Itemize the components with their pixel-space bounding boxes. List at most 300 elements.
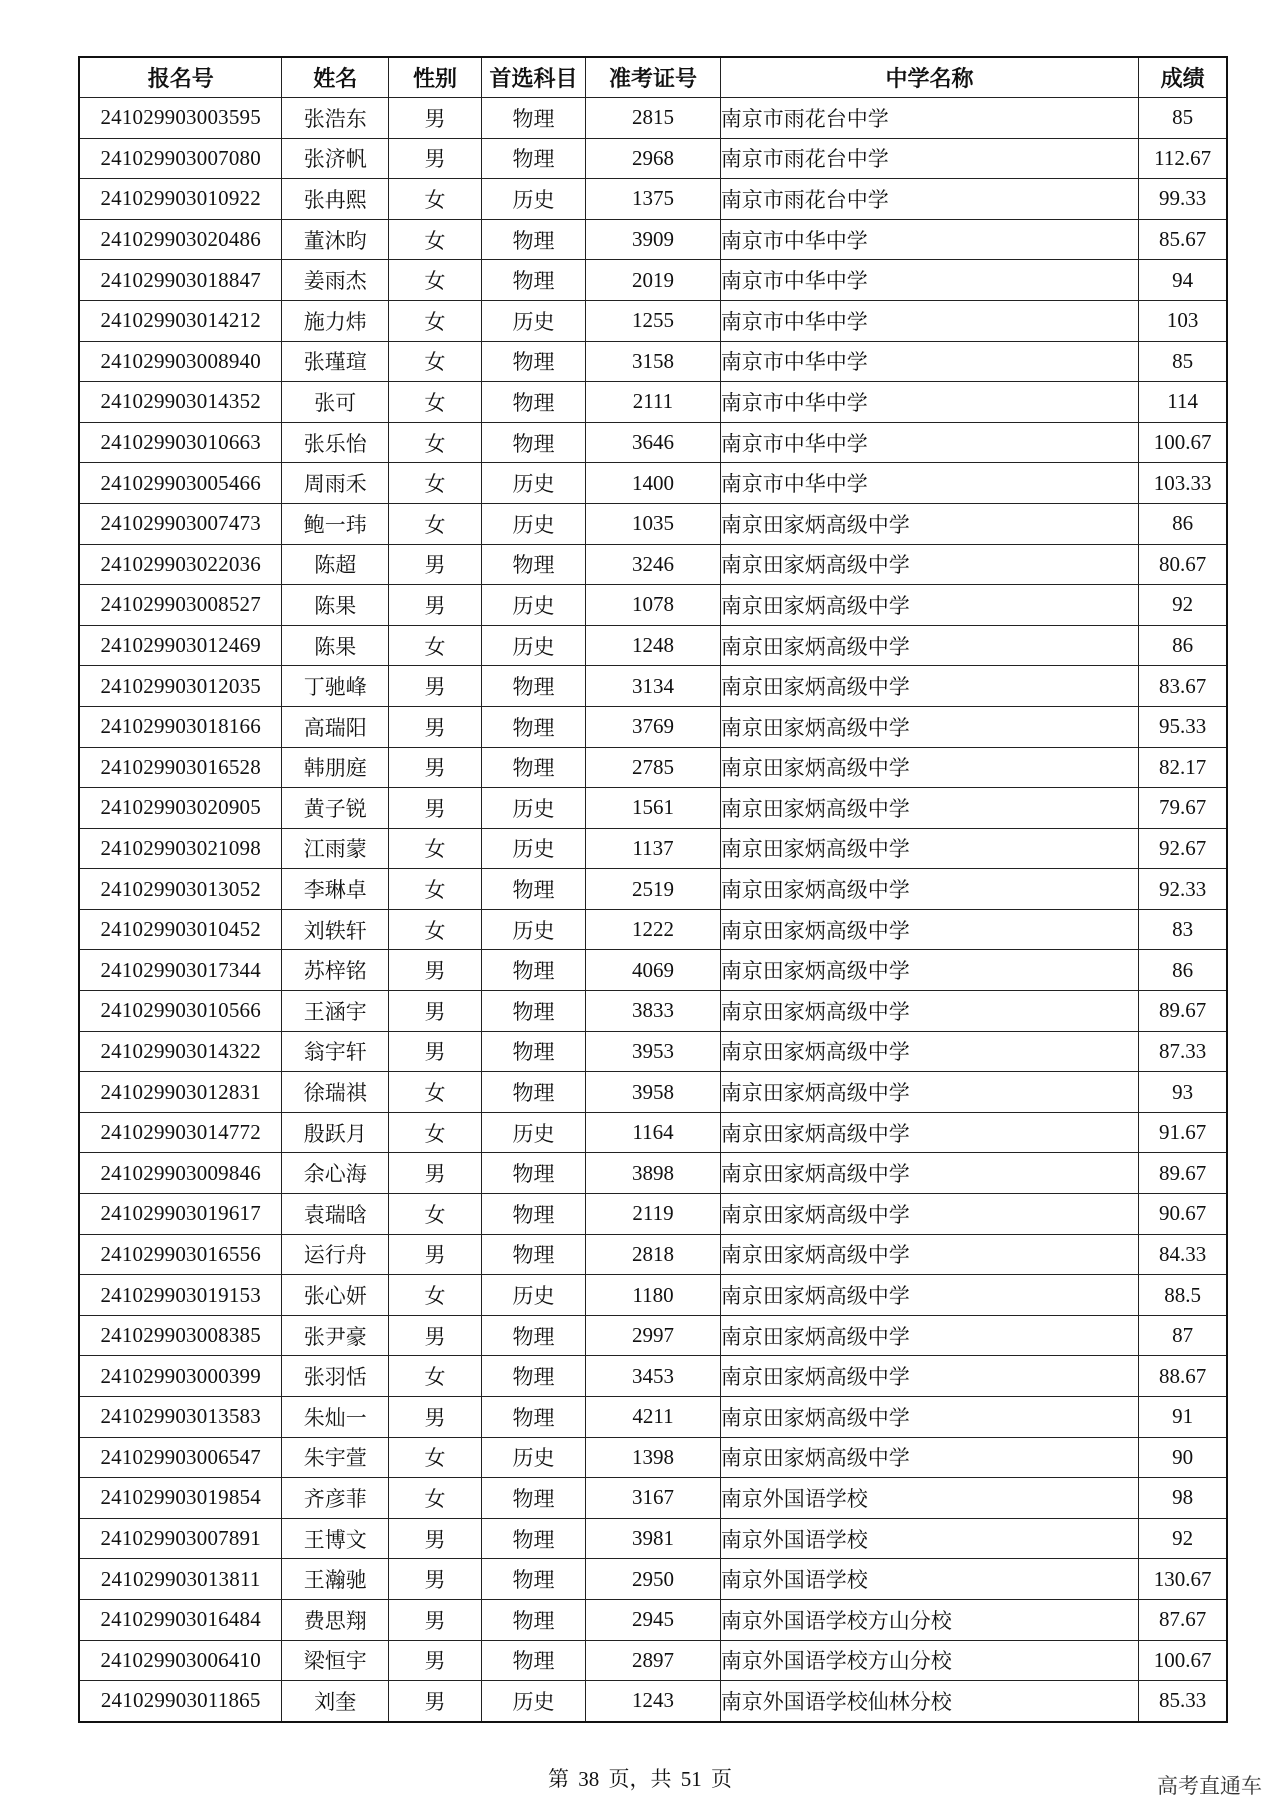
- cell-name: 余心海: [282, 1153, 389, 1194]
- cell-subject: 物理: [481, 219, 585, 260]
- cell-school: 南京田家炳高级中学: [720, 828, 1139, 869]
- cell-name: 王瀚驰: [282, 1559, 389, 1600]
- cell-exam-number: 1078: [586, 585, 721, 626]
- cell-gender: 男: [389, 138, 482, 179]
- cell-registration-id: 241029903013583: [79, 1397, 282, 1438]
- cell-gender: 女: [389, 260, 482, 301]
- table-row: [79, 1153, 1227, 1194]
- cell-name: 王涵宇: [282, 991, 389, 1032]
- cell-registration-id: 241029903013052: [79, 869, 282, 910]
- cell-subject: 物理: [481, 1153, 585, 1194]
- cell-exam-number: 3898: [586, 1153, 721, 1194]
- cell-gender: 女: [389, 1478, 482, 1519]
- cell-score: 99.33: [1139, 179, 1227, 220]
- footer-middle: 页，共: [608, 1767, 672, 1791]
- cell-name: 陈果: [282, 625, 389, 666]
- cell-score: 100.67: [1139, 422, 1227, 463]
- cell-registration-id: 241029903022036: [79, 544, 282, 585]
- cell-school: 南京外国语学校仙林分校: [720, 1681, 1139, 1722]
- cell-school: 南京田家炳高级中学: [720, 585, 1139, 626]
- cell-exam-number: 1243: [586, 1681, 721, 1722]
- cell-score: 89.67: [1139, 991, 1227, 1032]
- cell-registration-id: 241029903020486: [79, 219, 282, 260]
- cell-score: 92: [1139, 585, 1227, 626]
- cell-score: 79.67: [1139, 788, 1227, 829]
- table-row: [79, 503, 1227, 544]
- cell-subject: 物理: [481, 666, 585, 707]
- header-score: 成绩: [1139, 57, 1227, 98]
- cell-school: 南京田家炳高级中学: [720, 1356, 1139, 1397]
- cell-exam-number: 1180: [586, 1275, 721, 1316]
- cell-school: 南京田家炳高级中学: [720, 1153, 1139, 1194]
- cell-name: 董沐昀: [282, 219, 389, 260]
- cell-registration-id: 241029903007080: [79, 138, 282, 179]
- cell-gender: 女: [389, 869, 482, 910]
- cell-registration-id: 241029903016556: [79, 1234, 282, 1275]
- cell-name: 袁瑞晗: [282, 1194, 389, 1235]
- table-row: [79, 1599, 1227, 1640]
- cell-registration-id: 241029903018166: [79, 706, 282, 747]
- cell-exam-number: 1255: [586, 300, 721, 341]
- cell-gender: 女: [389, 503, 482, 544]
- cell-gender: 男: [389, 706, 482, 747]
- cell-score: 90: [1139, 1437, 1227, 1478]
- cell-gender: 男: [389, 1315, 482, 1356]
- table-row: [79, 179, 1227, 220]
- table-row: [79, 909, 1227, 950]
- cell-school: 南京田家炳高级中学: [720, 1397, 1139, 1438]
- cell-subject: 物理: [481, 1640, 585, 1681]
- cell-subject: 物理: [481, 869, 585, 910]
- cell-exam-number: 1035: [586, 503, 721, 544]
- cell-gender: 女: [389, 1112, 482, 1153]
- cell-subject: 物理: [481, 1234, 585, 1275]
- cell-registration-id: 241029903003595: [79, 98, 282, 139]
- cell-score: 91: [1139, 1397, 1227, 1438]
- cell-school: 南京市中华中学: [720, 422, 1139, 463]
- cell-registration-id: 241029903006410: [79, 1640, 282, 1681]
- cell-name: 徐瑞祺: [282, 1072, 389, 1113]
- cell-name: 张瑾瑄: [282, 341, 389, 382]
- cell-score: 95.33: [1139, 706, 1227, 747]
- cell-gender: 女: [389, 179, 482, 220]
- cell-gender: 男: [389, 666, 482, 707]
- footer-page-number: 38: [578, 1767, 600, 1791]
- table-row: [79, 422, 1227, 463]
- cell-subject: 物理: [481, 706, 585, 747]
- cell-registration-id: 241029903006547: [79, 1437, 282, 1478]
- table-row: [79, 1031, 1227, 1072]
- cell-school: 南京外国语学校方山分校: [720, 1599, 1139, 1640]
- cell-subject: 物理: [481, 1194, 585, 1235]
- cell-gender: 男: [389, 1559, 482, 1600]
- cell-subject: 历史: [481, 179, 585, 220]
- table-row: [79, 1112, 1227, 1153]
- cell-subject: 物理: [481, 544, 585, 585]
- footer-prefix: 第: [548, 1767, 569, 1791]
- cell-name: 翁宇轩: [282, 1031, 389, 1072]
- cell-name: 张可: [282, 382, 389, 423]
- cell-registration-id: 241029903014352: [79, 382, 282, 423]
- header-name: 姓名: [282, 57, 389, 98]
- table-row: [79, 260, 1227, 301]
- cell-school: 南京市中华中学: [720, 341, 1139, 382]
- cell-registration-id: 241029903018847: [79, 260, 282, 301]
- cell-name: 苏梓铭: [282, 950, 389, 991]
- table-row: [79, 1072, 1227, 1113]
- cell-registration-id: 241029903021098: [79, 828, 282, 869]
- table-row: [79, 828, 1227, 869]
- table-row: [79, 625, 1227, 666]
- cell-name: 张尹豪: [282, 1315, 389, 1356]
- cell-gender: 男: [389, 98, 482, 139]
- table-row: [79, 300, 1227, 341]
- cell-gender: 女: [389, 1072, 482, 1113]
- cell-name: 张济帆: [282, 138, 389, 179]
- cell-registration-id: 241029903011865: [79, 1681, 282, 1722]
- cell-exam-number: 1222: [586, 909, 721, 950]
- cell-exam-number: 2968: [586, 138, 721, 179]
- cell-name: 陈超: [282, 544, 389, 585]
- cell-school: 南京市中华中学: [720, 300, 1139, 341]
- footer-suffix: 页: [711, 1767, 732, 1791]
- cell-school: 南京田家炳高级中学: [720, 503, 1139, 544]
- cell-registration-id: 241029903019153: [79, 1275, 282, 1316]
- cell-registration-id: 241029903010566: [79, 991, 282, 1032]
- cell-school: 南京市雨花台中学: [720, 138, 1139, 179]
- cell-subject: 物理: [481, 950, 585, 991]
- cell-score: 80.67: [1139, 544, 1227, 585]
- table-row: [79, 544, 1227, 585]
- cell-exam-number: 3958: [586, 1072, 721, 1113]
- cell-exam-number: 2945: [586, 1599, 721, 1640]
- cell-score: 84.33: [1139, 1234, 1227, 1275]
- header-subject: 首选科目: [481, 57, 585, 98]
- cell-score: 92.67: [1139, 828, 1227, 869]
- cell-registration-id: 241029903019854: [79, 1478, 282, 1519]
- cell-exam-number: 2019: [586, 260, 721, 301]
- cell-exam-number: 4211: [586, 1397, 721, 1438]
- table-row: [79, 1681, 1227, 1722]
- cell-gender: 女: [389, 382, 482, 423]
- cell-exam-number: 3981: [586, 1518, 721, 1559]
- cell-registration-id: 241029903008385: [79, 1315, 282, 1356]
- cell-name: 黄子锐: [282, 788, 389, 829]
- cell-school: 南京田家炳高级中学: [720, 1031, 1139, 1072]
- table-row: [79, 1194, 1227, 1235]
- cell-gender: 男: [389, 1153, 482, 1194]
- cell-school: 南京田家炳高级中学: [720, 950, 1139, 991]
- table-row: [79, 1315, 1227, 1356]
- cell-subject: 物理: [481, 1559, 585, 1600]
- cell-name: 朱宇萱: [282, 1437, 389, 1478]
- cell-subject: 历史: [481, 503, 585, 544]
- cell-subject: 历史: [481, 300, 585, 341]
- cell-exam-number: 3769: [586, 706, 721, 747]
- cell-school: 南京田家炳高级中学: [720, 706, 1139, 747]
- cell-school: 南京田家炳高级中学: [720, 788, 1139, 829]
- cell-registration-id: 241029903014322: [79, 1031, 282, 1072]
- cell-gender: 女: [389, 341, 482, 382]
- cell-exam-number: 1164: [586, 1112, 721, 1153]
- cell-subject: 物理: [481, 138, 585, 179]
- cell-gender: 女: [389, 219, 482, 260]
- cell-registration-id: 241029903019617: [79, 1194, 282, 1235]
- cell-name: 张羽恬: [282, 1356, 389, 1397]
- cell-score: 100.67: [1139, 1640, 1227, 1681]
- table-row: [79, 138, 1227, 179]
- cell-registration-id: 241029903005466: [79, 463, 282, 504]
- cell-gender: 男: [389, 1234, 482, 1275]
- cell-subject: 物理: [481, 341, 585, 382]
- cell-subject: 历史: [481, 828, 585, 869]
- cell-registration-id: 241029903010452: [79, 909, 282, 950]
- table-row: [79, 341, 1227, 382]
- cell-gender: 男: [389, 1640, 482, 1681]
- cell-subject: 物理: [481, 991, 585, 1032]
- cell-exam-number: 3453: [586, 1356, 721, 1397]
- table-row: [79, 1437, 1227, 1478]
- cell-subject: 物理: [481, 1518, 585, 1559]
- cell-score: 94: [1139, 260, 1227, 301]
- cell-score: 85: [1139, 98, 1227, 139]
- cell-name: 刘轶轩: [282, 909, 389, 950]
- cell-exam-number: 3646: [586, 422, 721, 463]
- cell-name: 鲍一玮: [282, 503, 389, 544]
- cell-subject: 物理: [481, 1356, 585, 1397]
- cell-name: 张浩东: [282, 98, 389, 139]
- table-row: [79, 706, 1227, 747]
- cell-school: 南京田家炳高级中学: [720, 1194, 1139, 1235]
- cell-subject: 物理: [481, 1397, 585, 1438]
- table-row: [79, 869, 1227, 910]
- table-row: [79, 1559, 1227, 1600]
- cell-subject: 物理: [481, 260, 585, 301]
- cell-gender: 女: [389, 422, 482, 463]
- cell-exam-number: 1137: [586, 828, 721, 869]
- score-table: [78, 56, 1228, 1723]
- table-row: [79, 1397, 1227, 1438]
- cell-subject: 历史: [481, 909, 585, 950]
- table-row: [79, 382, 1227, 423]
- cell-score: 85.33: [1139, 1681, 1227, 1722]
- cell-gender: 男: [389, 747, 482, 788]
- cell-score: 87: [1139, 1315, 1227, 1356]
- cell-name: 殷跃月: [282, 1112, 389, 1153]
- cell-subject: 物理: [481, 382, 585, 423]
- header-exam-number: 准考证号: [586, 57, 721, 98]
- cell-name: 齐彦菲: [282, 1478, 389, 1519]
- cell-school: 南京田家炳高级中学: [720, 544, 1139, 585]
- table-row: [79, 1518, 1227, 1559]
- cell-school: 南京外国语学校: [720, 1559, 1139, 1600]
- cell-exam-number: 3909: [586, 219, 721, 260]
- cell-school: 南京田家炳高级中学: [720, 1315, 1139, 1356]
- cell-school: 南京田家炳高级中学: [720, 991, 1139, 1032]
- cell-gender: 男: [389, 1518, 482, 1559]
- table-body: [79, 98, 1227, 1722]
- cell-registration-id: 241029903017344: [79, 950, 282, 991]
- table-row: [79, 1234, 1227, 1275]
- cell-gender: 女: [389, 625, 482, 666]
- cell-gender: 男: [389, 585, 482, 626]
- cell-subject: 物理: [481, 1072, 585, 1113]
- cell-school: 南京田家炳高级中学: [720, 1437, 1139, 1478]
- cell-exam-number: 2111: [586, 382, 721, 423]
- cell-school: 南京市中华中学: [720, 382, 1139, 423]
- cell-gender: 女: [389, 828, 482, 869]
- cell-school: 南京市中华中学: [720, 260, 1139, 301]
- cell-score: 87.33: [1139, 1031, 1227, 1072]
- cell-name: 周雨禾: [282, 463, 389, 504]
- cell-subject: 物理: [481, 1315, 585, 1356]
- cell-score: 92: [1139, 1518, 1227, 1559]
- cell-score: 103.33: [1139, 463, 1227, 504]
- cell-registration-id: 241029903010663: [79, 422, 282, 463]
- cell-name: 高瑞阳: [282, 706, 389, 747]
- cell-subject: 历史: [481, 1112, 585, 1153]
- cell-gender: 女: [389, 1356, 482, 1397]
- cell-subject: 物理: [481, 98, 585, 139]
- table-row: [79, 463, 1227, 504]
- cell-gender: 女: [389, 1275, 482, 1316]
- cell-gender: 女: [389, 1194, 482, 1235]
- cell-score: 114: [1139, 382, 1227, 423]
- cell-registration-id: 241029903020905: [79, 788, 282, 829]
- cell-name: 陈果: [282, 585, 389, 626]
- cell-exam-number: 2815: [586, 98, 721, 139]
- cell-name: 张乐怡: [282, 422, 389, 463]
- cell-school: 南京外国语学校: [720, 1478, 1139, 1519]
- cell-subject: 历史: [481, 1275, 585, 1316]
- table-row: [79, 666, 1227, 707]
- cell-name: 费思翔: [282, 1599, 389, 1640]
- table-row: [79, 98, 1227, 139]
- cell-score: 82.17: [1139, 747, 1227, 788]
- cell-subject: 历史: [481, 463, 585, 504]
- cell-score: 83: [1139, 909, 1227, 950]
- cell-school: 南京田家炳高级中学: [720, 666, 1139, 707]
- cell-subject: 历史: [481, 625, 585, 666]
- cell-score: 98: [1139, 1478, 1227, 1519]
- cell-score: 86: [1139, 503, 1227, 544]
- cell-registration-id: 241029903008527: [79, 585, 282, 626]
- cell-registration-id: 241029903012831: [79, 1072, 282, 1113]
- cell-subject: 物理: [481, 1599, 585, 1640]
- header-row: [79, 57, 1227, 98]
- cell-school: 南京市中华中学: [720, 219, 1139, 260]
- cell-registration-id: 241029903010922: [79, 179, 282, 220]
- cell-name: 丁驰峰: [282, 666, 389, 707]
- cell-registration-id: 241029903008940: [79, 341, 282, 382]
- cell-score: 93: [1139, 1072, 1227, 1113]
- cell-exam-number: 2818: [586, 1234, 721, 1275]
- cell-gender: 男: [389, 1681, 482, 1722]
- cell-subject: 物理: [481, 747, 585, 788]
- cell-score: 112.67: [1139, 138, 1227, 179]
- cell-school: 南京田家炳高级中学: [720, 1234, 1139, 1275]
- table-row: [79, 1478, 1227, 1519]
- cell-registration-id: 241029903007891: [79, 1518, 282, 1559]
- cell-subject: 物理: [481, 422, 585, 463]
- cell-school: 南京外国语学校: [720, 1518, 1139, 1559]
- cell-registration-id: 241029903016484: [79, 1599, 282, 1640]
- table-row: [79, 219, 1227, 260]
- cell-name: 运行舟: [282, 1234, 389, 1275]
- cell-subject: 物理: [481, 1478, 585, 1519]
- cell-name: 朱灿一: [282, 1397, 389, 1438]
- cell-school: 南京田家炳高级中学: [720, 625, 1139, 666]
- cell-school: 南京田家炳高级中学: [720, 1072, 1139, 1113]
- cell-registration-id: 241029903009846: [79, 1153, 282, 1194]
- cell-exam-number: 1400: [586, 463, 721, 504]
- cell-score: 88.67: [1139, 1356, 1227, 1397]
- cell-name: 韩朋庭: [282, 747, 389, 788]
- cell-school: 南京市雨花台中学: [720, 179, 1139, 220]
- cell-registration-id: 241029903014212: [79, 300, 282, 341]
- footer-total-pages: 51: [680, 1767, 702, 1791]
- cell-exam-number: 1375: [586, 179, 721, 220]
- cell-subject: 历史: [481, 585, 585, 626]
- cell-name: 张冉熙: [282, 179, 389, 220]
- cell-gender: 女: [389, 1437, 482, 1478]
- cell-gender: 男: [389, 1397, 482, 1438]
- cell-exam-number: 3833: [586, 991, 721, 1032]
- cell-school: 南京市雨花台中学: [720, 98, 1139, 139]
- cell-name: 施力炜: [282, 300, 389, 341]
- cell-school: 南京田家炳高级中学: [720, 1275, 1139, 1316]
- cell-school: 南京田家炳高级中学: [720, 869, 1139, 910]
- cell-registration-id: 241029903016528: [79, 747, 282, 788]
- cell-school: 南京田家炳高级中学: [720, 909, 1139, 950]
- cell-registration-id: 241029903013811: [79, 1559, 282, 1600]
- cell-gender: 女: [389, 463, 482, 504]
- page-footer: [0, 1763, 1280, 1793]
- cell-gender: 女: [389, 300, 482, 341]
- table-row: [79, 747, 1227, 788]
- cell-registration-id: 241029903012469: [79, 625, 282, 666]
- cell-exam-number: 1248: [586, 625, 721, 666]
- cell-score: 92.33: [1139, 869, 1227, 910]
- cell-score: 103: [1139, 300, 1227, 341]
- cell-exam-number: 2897: [586, 1640, 721, 1681]
- table-row: [79, 1275, 1227, 1316]
- cell-exam-number: 3953: [586, 1031, 721, 1072]
- cell-exam-number: 2997: [586, 1315, 721, 1356]
- cell-registration-id: 241029903007473: [79, 503, 282, 544]
- cell-exam-number: 4069: [586, 950, 721, 991]
- cell-score: 91.67: [1139, 1112, 1227, 1153]
- cell-subject: 物理: [481, 1031, 585, 1072]
- table-row: [79, 788, 1227, 829]
- cell-registration-id: 241029903014772: [79, 1112, 282, 1153]
- cell-exam-number: 3167: [586, 1478, 721, 1519]
- cell-score: 86: [1139, 950, 1227, 991]
- table-row: [79, 1356, 1227, 1397]
- cell-name: 王博文: [282, 1518, 389, 1559]
- cell-score: 85: [1139, 341, 1227, 382]
- cell-score: 85.67: [1139, 219, 1227, 260]
- cell-registration-id: 241029903000399: [79, 1356, 282, 1397]
- cell-gender: 男: [389, 991, 482, 1032]
- cell-gender: 男: [389, 1031, 482, 1072]
- cell-name: 江雨蒙: [282, 828, 389, 869]
- cell-school: 南京市中华中学: [720, 463, 1139, 504]
- cell-school: 南京田家炳高级中学: [720, 1112, 1139, 1153]
- cell-exam-number: 2950: [586, 1559, 721, 1600]
- cell-score: 86: [1139, 625, 1227, 666]
- cell-score: 89.67: [1139, 1153, 1227, 1194]
